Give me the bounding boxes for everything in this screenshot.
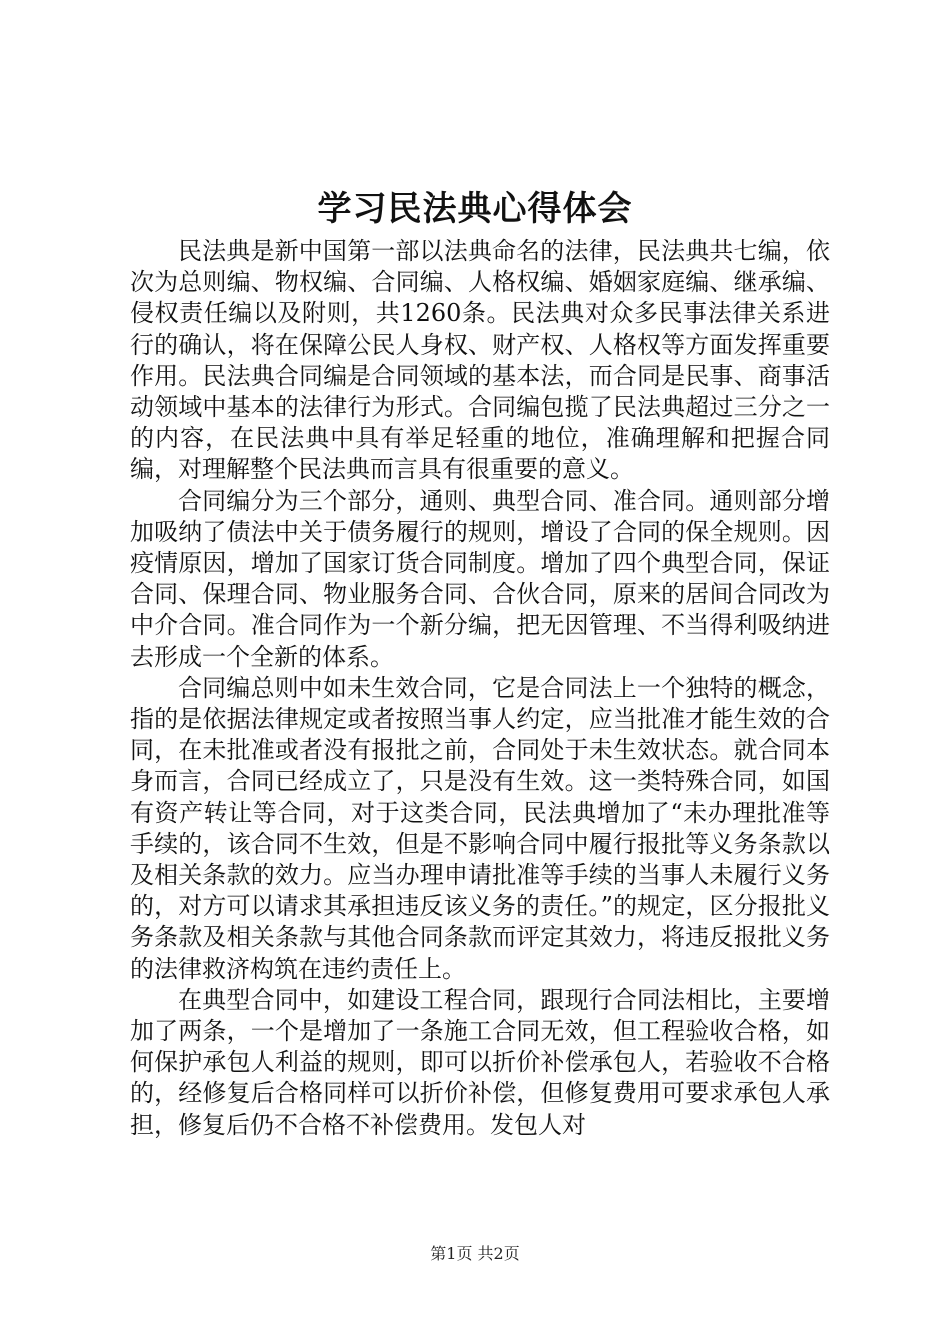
paragraph-3: 合同编总则中如未生效合同，它是合同法上一个独特的概念，指的是依据法律规定或者按照当事人约定，应当批准才能生效的合同，在未批准或者没有报批之前，合同处于未生效状态。就合同本身而言，合同已经成立了，只是没有生效。这一类特殊合同，如国有资产转让等合同，对于这类合同，民法典增加了“未办理批准等手续的，该合同不生效，但是不影响合同中履行报批等义务条款以及相关条款的效力。应当办理申请批准等手续的当事人未履行义务的，对方可以请求其承担违反该义务的责任。”的规定，区分报批义务条款及相关条款与其他合同条款而评定其效力，将违反报批义务的法律救济构筑在违约责任上。 <box>130 673 830 983</box>
paragraph-4: 在典型合同中，如建设工程合同，跟现行合同法相比，主要增加了两条，一个是增加了一条施工合同无效，但工程验收合格，如何保护承包人利益的规则，即可以折价补偿承包人，若验收不合格的，经修复后合格同样可以折价补偿，但修复费用可要求承包人承担，修复后仍不合格不补偿费用。发包人对 <box>130 985 830 1139</box>
page-number-footer: 第1页 共2页 <box>430 1244 520 1263</box>
document-body <box>130 236 830 1141</box>
paragraph-2: 合同编分为三个部分，通则、典型合同、准合同。通则部分增加吸纳了债法中关于债务履行的规则，增设了合同的保全规则。因疫情原因，增加了国家订货合同制度。增加了四个典型合同，保证合同、保理合同、物业服务合同、合伙合同，原来的居间合同改为中介合同。准合同作为一个新分编，把无因管理、不当得利吸纳进去形成一个全新的体系。 <box>130 486 830 671</box>
document-title: 学习民法典心得体会 <box>317 189 633 229</box>
paragraph-1: 民法典是新中国第一部以法典命名的法律，民法典共七编，依次为总则编、物权编、合同编、人格权编、婚姻家庭编、继承编、侵权责任编以及附则，共1260条。民法典对众多民事法律关系进行的确认，将在保障公民人身权、财产权、人格权等方面发挥重要作用。民法典合同编是合同领域的基本法，而合同是民事、商事活动领域中基本的法律行为形式。合同编包揽了民法典超过三分之一的内容，在民法典中具有举足轻重的地位，准确理解和把握合同编，对理解整个民法典而言具有很重要的意义。 <box>130 237 830 484</box>
